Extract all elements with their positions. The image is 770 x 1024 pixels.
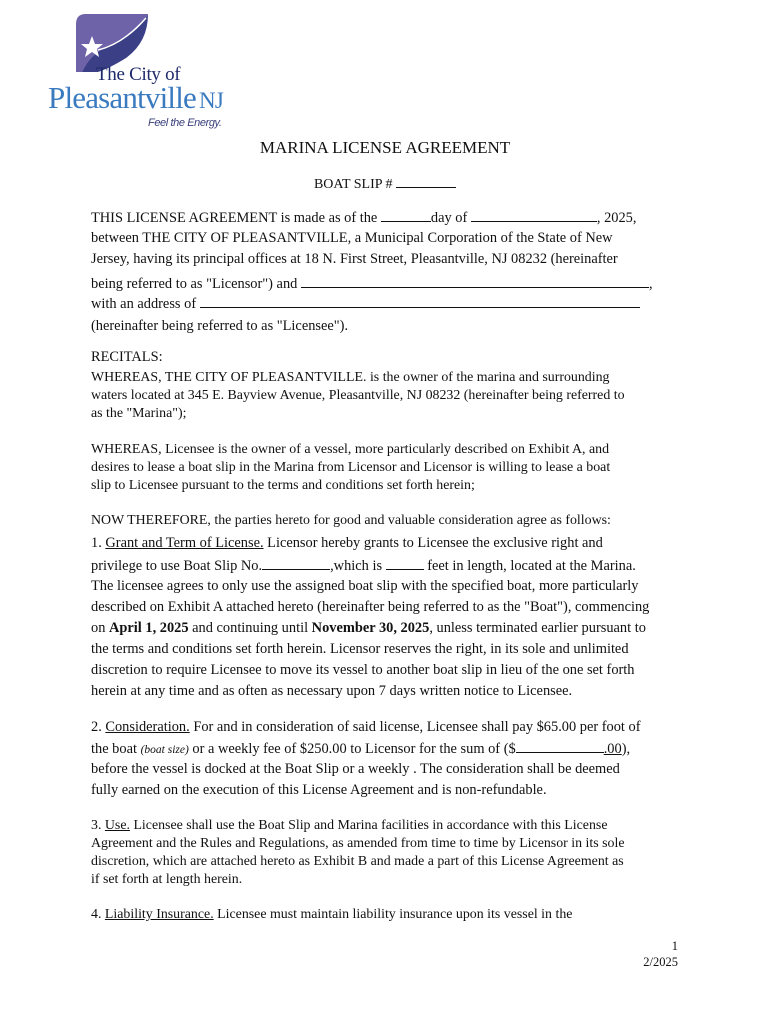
section-2-line: [91, 739, 630, 759]
recital-2-line: desires to lease a boat slip in the Marina from Licensor and Licensor is willing to lease a boat: [91, 460, 611, 475]
logo-city-name: Pleasantville: [48, 80, 197, 115]
boat-size-note: (boat size): [140, 744, 189, 756]
sum-cents: .00: [603, 741, 622, 757]
section-3-line: if set forth at length herein.: [91, 872, 243, 887]
section-1-line: herein at any time and as often as necessary upon 7 days written notice to Licensee.: [91, 683, 573, 699]
section-text: or a weekly fee of $250.00 to Licensor for the sum of ($: [188, 741, 516, 757]
section-1-line: [91, 619, 646, 637]
recital-2-line: WHEREAS, Licensee is the owner of a vessel, more particularly described on Exhibit A, and: [91, 442, 610, 457]
licensee-address-field[interactable]: [200, 294, 640, 308]
intro-text: THIS LICENSE AGREEMENT is made as of the: [91, 210, 381, 226]
section-number: 4.: [91, 907, 105, 922]
intro-line-4: [91, 274, 653, 293]
section-2-line: before the vessel is docked at the Boat Slip or a weekly . The consideration shall be deemed: [91, 761, 620, 777]
section-text: and continuing until: [188, 620, 312, 636]
recital-1-line: WHEREAS, THE CITY OF PLEASANTVILLE. is the owner of the marina and surrounding: [91, 370, 610, 385]
length-field[interactable]: [386, 556, 424, 570]
day-field[interactable]: [381, 208, 431, 222]
section-text: , unless terminated earlier pursuant to: [429, 620, 646, 636]
section-text: ,which is: [330, 558, 386, 574]
recitals-heading: RECITALS:: [91, 349, 163, 365]
intro-text: with an address of: [91, 296, 200, 312]
intro-line-3: Jersey, having its principal offices at 18 N. First Street, Pleasantville, NJ 08232 (hereinafter: [91, 251, 618, 267]
section-2-line: [91, 718, 641, 736]
section-text: For and in consideration of said license, Licensee shall pay $65.00 per foot of: [189, 719, 641, 735]
section-3-line: [91, 817, 608, 835]
month-field[interactable]: [471, 208, 597, 222]
section-text: feet in length, located at the Marina.: [423, 558, 636, 574]
end-date: November 30, 2025: [311, 620, 430, 636]
sum-field[interactable]: [516, 739, 604, 753]
intro-line-6: (hereinafter being referred to as "Licensee").: [91, 318, 349, 334]
section-number: 3.: [91, 818, 105, 833]
section-1-line: described on Exhibit A attached hereto (hereinafter being referred to as the "Boat"), commencing: [91, 599, 650, 615]
intro-text: day of: [430, 210, 471, 226]
logo-line1: The City of: [96, 64, 181, 85]
boat-slip-label: BOAT SLIP #: [313, 177, 393, 192]
section-3-line: Agreement and the Rules and Regulations, as amended from time to time by Licensor in its sole: [91, 836, 625, 851]
section-1-line: the terms and conditions set forth herein. Licensor reserves the right, in its sole and unlimited: [91, 641, 629, 657]
section-1-line: discretion to require Licensee to move its vessel to another boat slip in lieu of the one set forth: [91, 662, 635, 678]
section-text: privilege to use Boat Slip No.: [91, 558, 263, 574]
boat-slip-number-field[interactable]: [396, 174, 456, 188]
recital-1-line: waters located at 345 E. Bayview Avenue, Pleasantville, NJ 08232 (hereinafter being referred to: [91, 388, 625, 403]
section-4-heading: Liability Insurance.: [104, 907, 214, 922]
section-2-heading: Consideration.: [105, 719, 190, 735]
intro-text: , 2025,: [596, 210, 637, 226]
section-text: Licensee must maintain liability insurance upon its vessel in the: [213, 907, 573, 922]
logo-state: NJ: [199, 88, 223, 113]
section-1-line: The licensee agrees to only use the assigned boat slip with the specified boat, more particularly: [91, 578, 639, 594]
city-logo: [48, 14, 228, 129]
intro-text: being referred to as "Licensor") and: [91, 276, 301, 292]
page-footer: [643, 938, 678, 970]
section-text: Licensor hereby grants to Licensee the exclusive right and: [263, 535, 603, 551]
section-3-line: discretion, which are attached hereto as Exhibit B and made a part of this License Agreement as: [91, 854, 624, 869]
recital-1-line: as the "Marina");: [91, 406, 187, 421]
section-1-line: [91, 534, 603, 552]
section-number: 2.: [91, 719, 106, 735]
logo-tagline: Feel the Energy.: [148, 117, 222, 129]
section-text: ),: [621, 741, 631, 757]
boat-slip-line: [0, 174, 770, 193]
recital-2-line: slip to Licensee pursuant to the terms and conditions set forth herein;: [91, 478, 475, 493]
now-therefore-line: NOW THEREFORE, the parties hereto for good and valuable consideration agree as follows:: [91, 513, 611, 528]
section-1-heading: Grant and Term of License.: [105, 535, 264, 551]
section-text: on: [91, 620, 109, 636]
licensee-name-field[interactable]: [301, 274, 649, 288]
intro-line-2: between THE CITY OF PLEASANTVILLE, a Municipal Corporation of the State of New: [91, 230, 613, 246]
revision-date: 2/2025: [643, 955, 678, 969]
slip-number-field[interactable]: [262, 556, 330, 570]
intro-text: ,: [648, 276, 653, 292]
logo-line2: [48, 80, 223, 116]
section-number: 1.: [91, 535, 106, 551]
start-date: April 1, 2025: [109, 620, 189, 636]
section-4-line: [91, 906, 572, 924]
intro-line-1: [91, 208, 636, 227]
document-title: MARINA LICENSE AGREEMENT: [259, 138, 511, 157]
section-text: the boat: [91, 741, 141, 757]
intro-line-5: [91, 294, 640, 313]
page-number: 1: [671, 939, 678, 953]
section-2-line: fully earned on the execution of this License Agreement and is non-refundable.: [91, 782, 547, 798]
section-text: Licensee shall use the Boat Slip and Marina facilities in accordance with this License: [129, 818, 608, 833]
section-1-line: [91, 556, 636, 575]
section-3-heading: Use.: [104, 818, 130, 833]
